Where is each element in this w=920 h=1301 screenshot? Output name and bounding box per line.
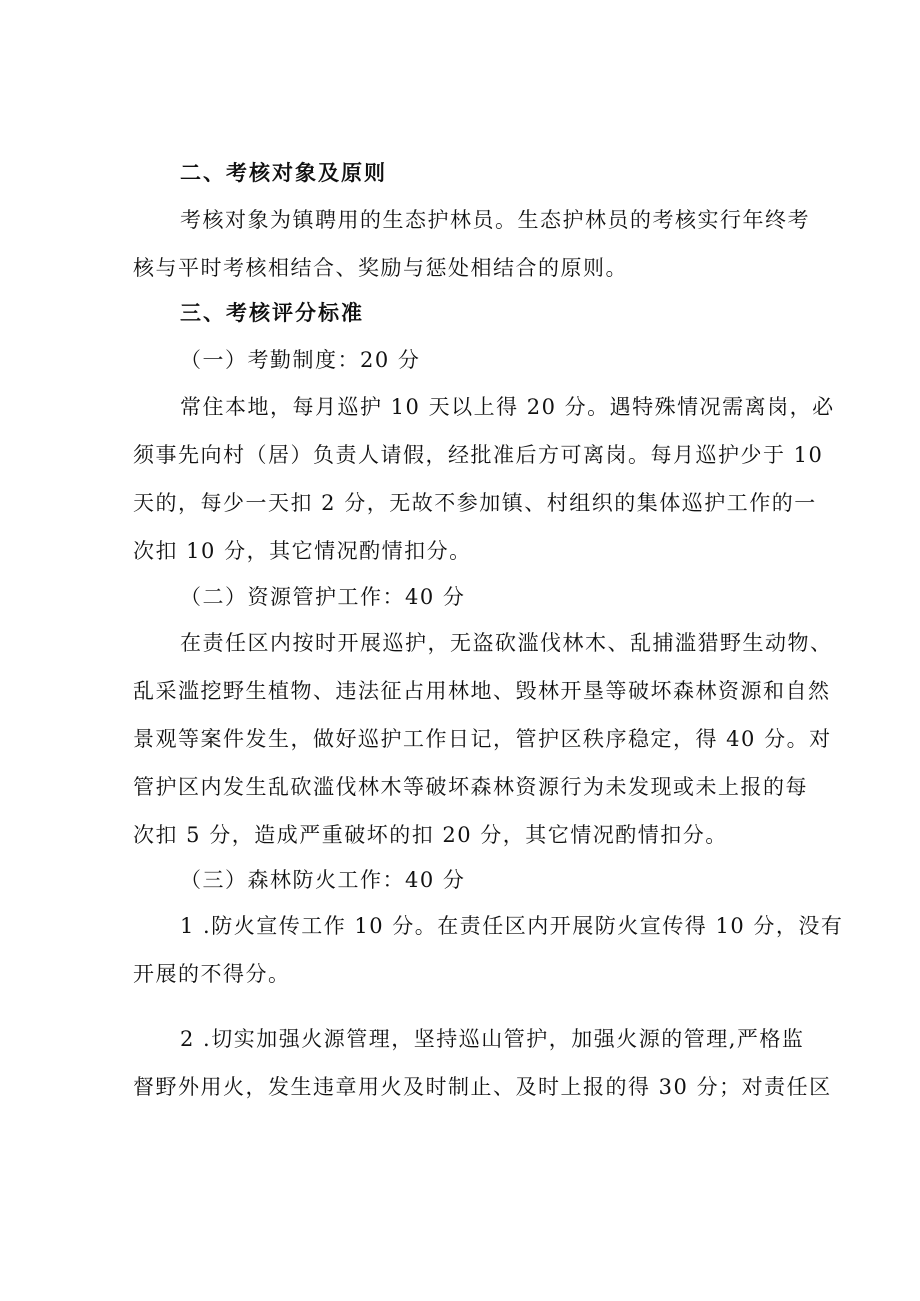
paragraph-line: 开展的不得分。 <box>133 962 291 986</box>
subsection-title-2: （二）资源管护工作：40 分 <box>180 585 466 609</box>
subsection-title-3: （三）森林防火工作：40 分 <box>180 868 466 892</box>
paragraph-line: 1 .防火宣传工作 10 分。在责任区内开展防火宣传得 10 分，没有 <box>180 914 844 938</box>
paragraph-line: 督野外用火，发生违章用火及时制止、及时上报的得 30 分；对责任区 <box>133 1075 832 1099</box>
section-heading-3: 三、考核评分标准 <box>180 300 364 325</box>
paragraph-line: 核与平时考核相结合、奖励与惩处相结合的原则。 <box>133 256 628 280</box>
paragraph-line: 次扣 5 分，造成严重破坏的扣 20 分，其它情况酌情扣分。 <box>133 823 728 847</box>
paragraph-line: 天的，每少一天扣 2 分，无故不参加镇、村组织的集体巡护工作的一 <box>133 491 817 515</box>
paragraph-line: 须事先向村（居）负责人请假，经批准后方可离岗。每月巡护少于 10 <box>133 443 824 467</box>
paragraph-line: 次扣 10 分，其它情况酌情扣分。 <box>133 539 472 563</box>
paragraph-line: 2 .切实加强火源管理，坚持巡山管护，加强火源的管理,严格监 <box>180 1027 805 1051</box>
paragraph-line: 景观等案件发生，做好巡护工作日记，管护区秩序稳定，得 40 分。对 <box>133 727 832 751</box>
paragraph-line: 常住本地，每月巡护 10 天以上得 20 分。遇特殊情况需离岗，必 <box>180 395 835 419</box>
paragraph-line: 在责任区内按时开展巡护，无盗砍滥伐林木、乱捕滥猎野生动物、 <box>180 631 833 655</box>
section-heading-2: 二、考核对象及原则 <box>180 160 387 185</box>
paragraph-line: 考核对象为镇聘用的生态护林员。生态护林员的考核实行年终考 <box>180 208 810 232</box>
subsection-title-1: （一）考勤制度：20 分 <box>180 348 421 372</box>
paragraph-line: 管护区内发生乱砍滥伐林木等破坏森林资源行为未发现或未上报的每 <box>133 775 808 799</box>
paragraph-line: 乱采滥挖野生植物、违法征占用林地、毁林开垦等破坏森林资源和自然 <box>133 679 831 703</box>
